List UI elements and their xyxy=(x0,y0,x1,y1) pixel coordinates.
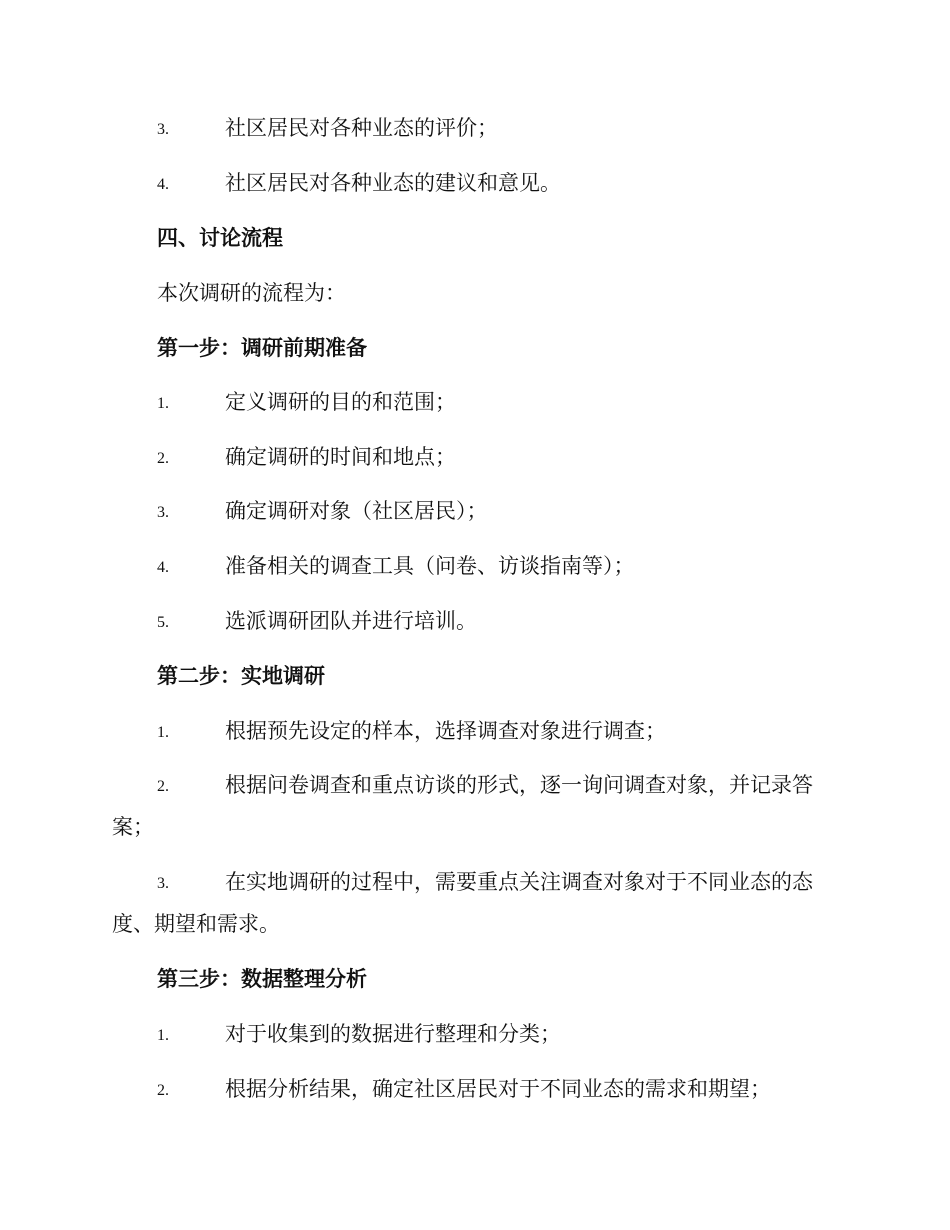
step-heading: 第一步：调研前期准备 xyxy=(157,335,367,360)
section-intro: 本次调研的流程为： xyxy=(157,281,346,305)
list-item-text: 在实地调研的过程中，需要重点关注调查对象对于不同业态的态 xyxy=(225,870,813,894)
list-item-text: 定义调研的目的和范围； xyxy=(225,390,456,414)
step-heading: 第三步：数据整理分析 xyxy=(157,966,367,991)
list-item-text: 选派调研团队并进行培训。 xyxy=(225,609,477,633)
list-item-number: 4. xyxy=(157,559,169,576)
list-item-text: 确定调研的时间和地点； xyxy=(225,445,456,469)
list-item-text: 根据预先设定的样本，选择调查对象进行调查； xyxy=(225,719,666,743)
list-item-continuation: 案； xyxy=(112,815,154,839)
list-item-text: 根据问卷调查和重点访谈的形式，逐一询问调查对象，并记录答 xyxy=(225,773,813,797)
list-item-text: 社区居民对各种业态的评价； xyxy=(225,116,498,140)
section-heading: 四、讨论流程 xyxy=(157,225,283,250)
list-item-number: 3. xyxy=(157,504,169,521)
list-item-text: 确定调研对象（社区居民）； xyxy=(225,499,488,523)
list-item-number: 2. xyxy=(157,450,169,467)
list-item-number: 5. xyxy=(157,614,169,631)
list-item-number: 2. xyxy=(157,1082,169,1099)
list-item-number: 2. xyxy=(157,778,169,795)
list-item-continuation: 度、期望和需求。 xyxy=(112,912,280,936)
list-item-number: 3. xyxy=(157,121,169,138)
list-item-text: 社区居民对各种业态的建议和意见。 xyxy=(225,171,561,195)
step-heading: 第二步：实地调研 xyxy=(157,663,325,688)
list-item-number: 3. xyxy=(157,875,169,892)
list-item-text: 准备相关的调查工具（问卷、访谈指南等）； xyxy=(225,554,635,578)
list-item-number: 1. xyxy=(157,395,169,412)
list-item-text: 对于收集到的数据进行整理和分类； xyxy=(225,1022,561,1046)
list-item-number: 1. xyxy=(157,724,169,741)
list-item-text: 根据分析结果，确定社区居民对于不同业态的需求和期望； xyxy=(225,1077,771,1101)
list-item-number: 4. xyxy=(157,176,169,193)
list-item-number: 1. xyxy=(157,1027,169,1044)
